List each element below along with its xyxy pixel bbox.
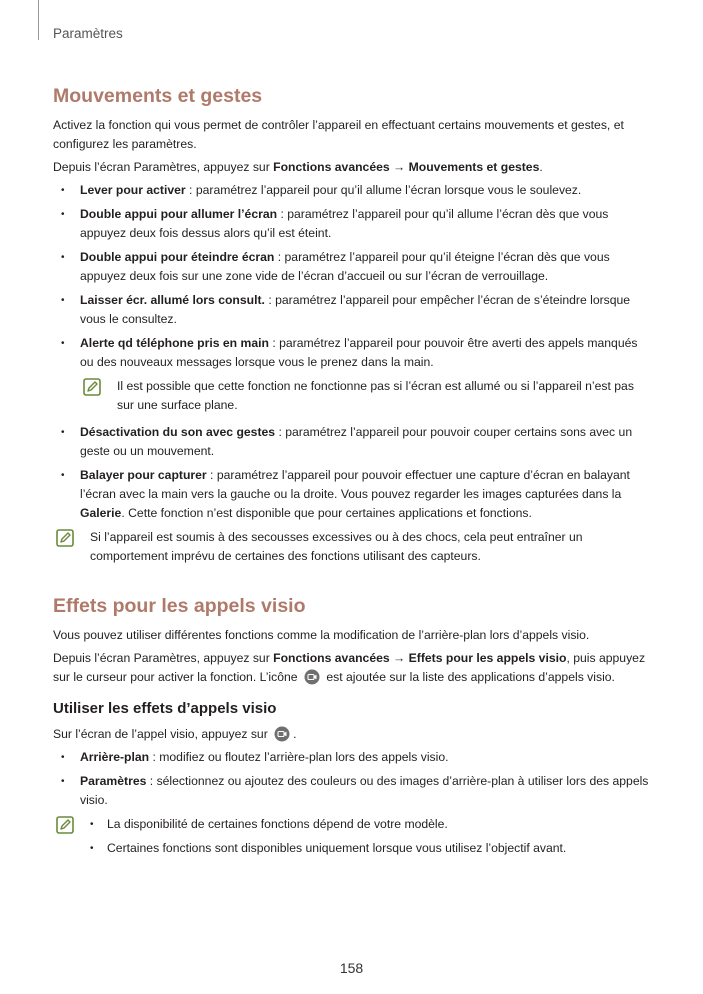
option-term: Arrière-plan <box>80 750 150 764</box>
list-item <box>53 181 653 200</box>
list-item <box>53 291 653 329</box>
section1-path <box>53 158 653 177</box>
section1-note-text: Si l’appareil est soumis à des secousses excessives ou à des chocs, cela peut entraîner un comportement imprévu de certaines des fonctions utilisant des capteurs. <box>90 530 583 563</box>
path-end: . <box>539 160 543 174</box>
path-prefix: Depuis l’écran Paramètres, appuyez sur <box>53 651 274 665</box>
subsection-intro-text: Sur l’écran de l’appel visio, appuyez sur <box>53 727 272 741</box>
section1-note <box>53 528 653 566</box>
section-title-mouvements: Mouvements et gestes <box>53 85 263 107</box>
section2-path <box>53 649 653 687</box>
note-bullet-list <box>90 815 653 858</box>
section1-intro: Activez la fonction qui vous permet de contrôler l’appareil en effectuant certains mouvements et gestes, et configurez les paramètres. <box>53 118 624 151</box>
option-desc: : paramétrez l’appareil pour qu’il éteigne l’écran dès que vous appuyez deux fois sur une zone vide de l’écran d’accueil ou sur l’écran de verrouillage. <box>80 250 610 283</box>
list-item: • La disponibilité de certaines fonctions dépend de votre modèle. <box>90 815 653 834</box>
list-item <box>53 248 653 286</box>
option-desc-end: . Cette fonction n’est disponible que pour certaines applications et fonctions. <box>121 506 532 520</box>
option-term: Alerte qd téléphone pris en main <box>80 336 269 350</box>
option-desc: : paramétrez l’appareil pour pouvoir être averti des appels manqués ou des nouveaux messages lorsque vous le prenez dans la main. <box>80 336 638 369</box>
list-item <box>53 748 653 767</box>
section1-option-list-2 <box>53 423 653 523</box>
section1-option-list <box>53 181 653 372</box>
list-item <box>53 205 653 243</box>
galerie-term: Galerie <box>80 506 122 520</box>
subsection-intro-end: . <box>293 727 297 741</box>
header-rule <box>38 0 39 40</box>
option-term: Double appui pour allumer l’écran <box>80 207 278 221</box>
option-term: Double appui pour éteindre écran <box>80 250 275 264</box>
pencil-note-icon <box>83 378 101 396</box>
path-effets-appels-visio: Effets pour les appels visio <box>408 651 567 665</box>
section-title-effets: Effets pour les appels visio <box>53 595 306 617</box>
section2-option-list <box>53 748 653 810</box>
pencil-note-icon <box>56 529 74 547</box>
path-prefix: Depuis l’écran Paramètres, appuyez sur <box>53 160 274 174</box>
path-fonctions-avancees: Fonctions avancées <box>273 651 390 665</box>
video-effects-icon <box>274 726 290 742</box>
option-term: Lever pour activer <box>80 183 186 197</box>
option-term: Désactivation du son avec gestes <box>80 425 276 439</box>
option-desc: : paramétrez l’appareil pour qu’il allume l’écran lorsque vous le soulevez. <box>185 183 582 197</box>
path-mid: , puis appuyez sur le curseur pour activer la fonction. L’icône <box>53 651 646 684</box>
option-term: Laisser écr. allumé lors consult. <box>80 293 265 307</box>
list-item <box>53 466 653 523</box>
option-desc: : paramétrez l’appareil pour qu’il allume l’écran dès que vous appuyez deux fois dessus alors qu’il est éteint. <box>80 207 609 240</box>
option-desc: : modifiez ou floutez l’arrière-plan lors des appels visio. <box>149 750 449 764</box>
option-term: Paramètres <box>80 774 147 788</box>
list-item <box>53 334 653 372</box>
path-mouvements-gestes: Mouvements et gestes <box>408 160 540 174</box>
page-content <box>53 84 653 866</box>
option-desc: : paramétrez l’appareil pour pouvoir effectuer une capture d’écran en balayant l’écran avec la main vers la gauche ou la droite. Vous pouvez regarder les images capturées dans la <box>80 468 630 501</box>
option-term: Balayer pour capturer <box>80 468 207 482</box>
page-number: 158 <box>339 960 364 976</box>
path-arrow: → <box>389 160 409 174</box>
section-gap <box>53 574 653 594</box>
subsection-title: Utiliser les effets d’appels visio <box>53 700 277 717</box>
section2-intro: Vous pouvez utiliser différentes fonctions comme la modification de l’arrière-plan lors d’appels visio. <box>53 628 590 642</box>
option-desc: : paramétrez l’appareil pour pouvoir couper certains sons avec un geste ou un mouvement. <box>80 425 633 458</box>
option-desc: : sélectionnez ou ajoutez des couleurs ou des images d’arrière-plan à utiliser lors des appels visio. <box>80 774 649 807</box>
option-desc: : paramétrez l’appareil pour empêcher l’écran de s’éteindre lorsque vous le consultez. <box>80 293 631 326</box>
path-arrow: → <box>389 651 409 665</box>
section2-note <box>53 815 653 858</box>
list-item: • Certaines fonctions sont disponibles uniquement lorsque vous utilisez l’objectif avant. <box>90 839 653 858</box>
pencil-note-icon <box>56 816 74 834</box>
list-item <box>53 423 653 461</box>
inner-note <box>80 377 653 415</box>
inner-note-text: Il est possible que cette fonction ne fonctionne pas si l’écran est allumé ou si l’appareil n’est pas sur une surface plane. <box>117 379 634 412</box>
path-end: est ajoutée sur la liste des applications d’appels visio. <box>322 670 615 684</box>
running-header: Paramètres <box>53 26 123 41</box>
path-fonctions-avancees: Fonctions avancées <box>273 160 390 174</box>
video-effects-icon <box>304 669 320 685</box>
list-item <box>53 772 653 810</box>
subsection-intro <box>53 725 653 744</box>
